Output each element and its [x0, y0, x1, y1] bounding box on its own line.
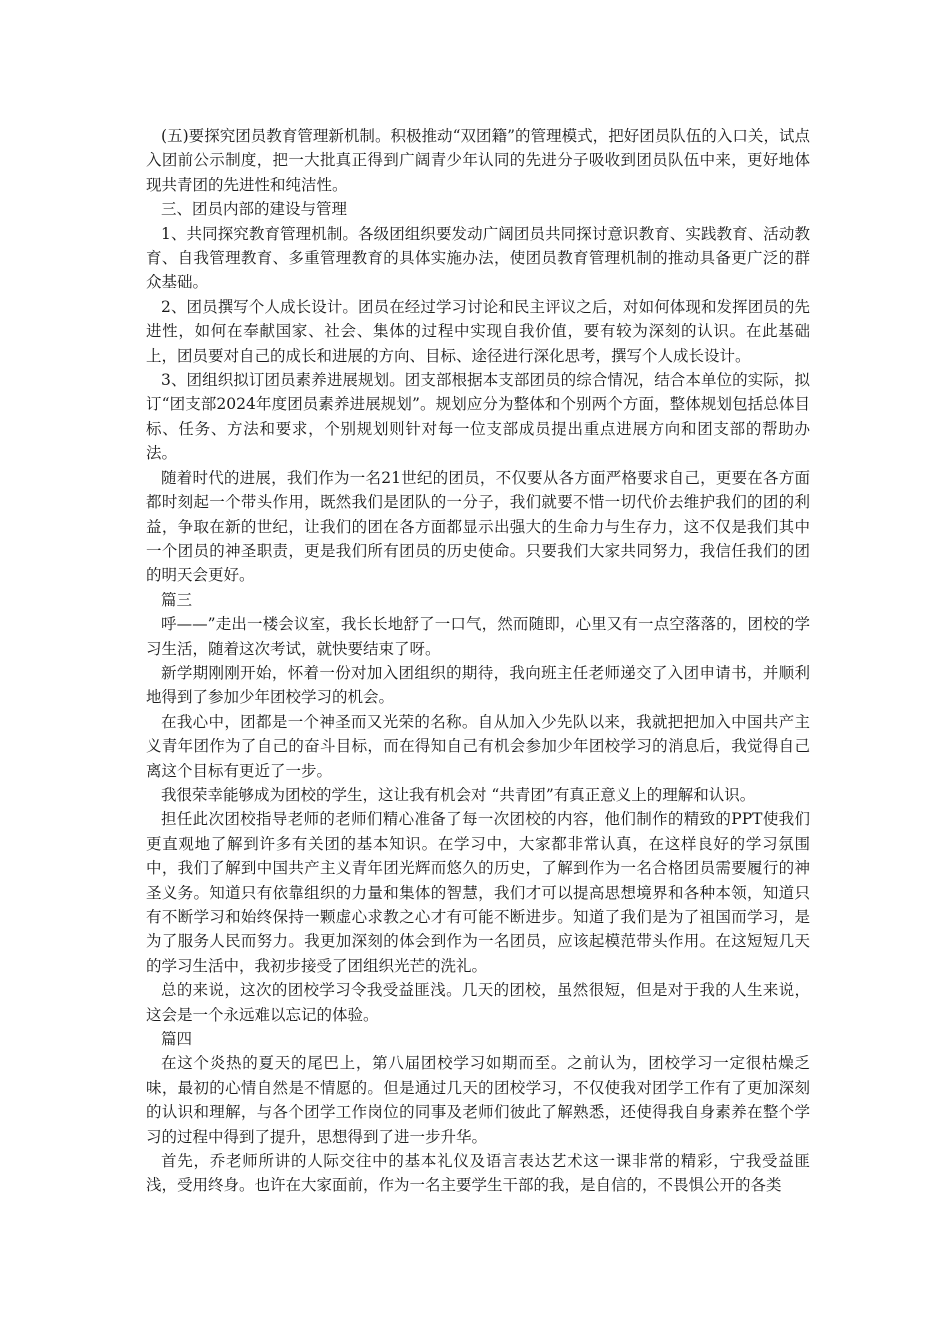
heading-part4: 篇四 — [161, 1030, 193, 1049]
paragraph-part4-first: 首先，乔老师所讲的人际交往中的基本礼仪及语言表达艺术这一课非常的精彩，宁我受益匪浅，受用终身。也许在大家面前，作为一名主要学生干部的我，是自信的，不畏惧公开的各类 — [146, 1152, 810, 1195]
paragraph-item2: 2、团员撰写个人成长设计。团员在经过学习讨论和民主评议之后，对如何体现和发挥团员的先进性，如何在奉献国家、社会、集体的过程中实现自我价值，要有较为深刻的认识。在此基础上，团员要对自己的成长和进展的方向、目标、途径进行深化思考，撰写个人成长设计。 — [146, 297, 810, 365]
paragraph-part3-honor: 我很荣幸能够成为团校的学生，这让我有机会对 “共青团”有真正意义上的理解和认识。 — [161, 785, 756, 804]
document-page — [146, 124, 810, 1198]
heading-part3: 篇三 — [161, 590, 193, 609]
paragraph-part3-teachers: 担任此次团校指导老师的老师们精心准备了每一次团校的内容，他们制作的精致的PPT使我们更直观地了解到许多有关团的基本知识。在学习中，大家都非常认真，在这样良好的学习氛围中，我们了解到中国共产主义青年团光辉而悠久的历史，了解到作为一名合格团员需要履行的神圣义务。知道只有依靠组织的力量和集体的智慧，我们才可以提高思想境界和各种本领，知道只有不断学习和始终保持一颗虚心求教之心才有可能不断进步。知道了我们是为了祖国而学习，是为了服务人民而努力。我更加深刻的体会到作为一名团员，应该起模范带头作用。在这短短几天的学习生活中，我初步接受了团组织光芒的洗礼。 — [146, 810, 810, 975]
paragraph-conclusion: 随着时代的进展，我们作为一名21世纪的团员，不仅要从各方面严格要求自己，更要在各方面都时刻起一个带头作用，既然我们是团队的一分子，我们就要不惜一切代价去维护我们的团的利益，争取在新的世纪，让我们的团在各方面都显示出强大的生命力与生存力，这不仅是我们其中一个团员的神圣职责，更是我们所有团员的历史使命。只要我们大家共同努力，我信任我们的团的明天会更好。 — [146, 468, 810, 585]
paragraph-part3-intro: 呼——”走出一楼会议室，我长长地舒了一口气，然而随即，心里又有一点空落落的，团校的学习生活，随着这次考试，就快要结束了呀。 — [146, 615, 810, 658]
paragraph-part3-application: 新学期刚刚开始，怀着一份对加入团组织的期待，我向班主任老师递交了入团申请书，并顺利地得到了参加少年团校学习的机会。 — [146, 663, 810, 707]
paragraph-section5-system: (五)要探究团员教育管理新机制。积极推动“双团籍”的管理模式，把好团员队伍的入口关，试点入团前公示制度，把一大批真正得到广阔青少年认同的先进分子吸收到团员队伍中来，更好地体现共青团的先进性和纯洁性。 — [146, 127, 810, 194]
heading-section3: 三、团员内部的建设与管理 — [161, 200, 348, 219]
paragraph-item1: 1、共同探究教育管理机制。各级团组织要发动广阔团员共同探讨意识教育、实践教育、活动教育、自我管理教育、多重管理教育的具体实施办法，使团员教育管理机制的推动具备更广泛的群众基础。 — [146, 224, 810, 292]
paragraph-part3-goal: 在我心中，团都是一个神圣而又光荣的名称。自从加入少先队以来，我就把把加入中国共产主义青年团作为了自己的奋斗目标，而在得知自己有机会参加少年团校学习的消息后，我觉得自己离这个目标有更近了一步。 — [146, 712, 810, 780]
paragraph-part3-summary: 总的来说，这次的团校学习令我受益匪浅。几天的团校，虽然很短，但是对于我的人生来说，这会是一个永远难以忘记的体验。 — [146, 981, 810, 1024]
paragraph-item3: 3、团组织拟订团员素养进展规划。团支部根据本支部团员的综合情况，结合本单位的实际，拟订“团支部2024年度团员素养进展规划”。规划应分为整体和个别两个方面，整体规划包括总体目标、任务、方法和要求，个别规划则针对每一位支部成员提出重点进展方向和团支部的帮助办法。 — [146, 371, 810, 463]
paragraph-part4-intro: 在这个炎热的夏天的尾巴上，第八届团校学习如期而至。之前认为，团校学习一定很枯燥乏味，最初的心情自然是不情愿的。但是通过几天的团校学习，不仅使我对团学工作有了更加深刻的认识和理解，与各个团学工作岗位的同事及老师们彼此了解熟悉，还使得我自身素养在整个学习的过程中得到了提升，思想得到了进一步升华。 — [146, 1054, 810, 1146]
